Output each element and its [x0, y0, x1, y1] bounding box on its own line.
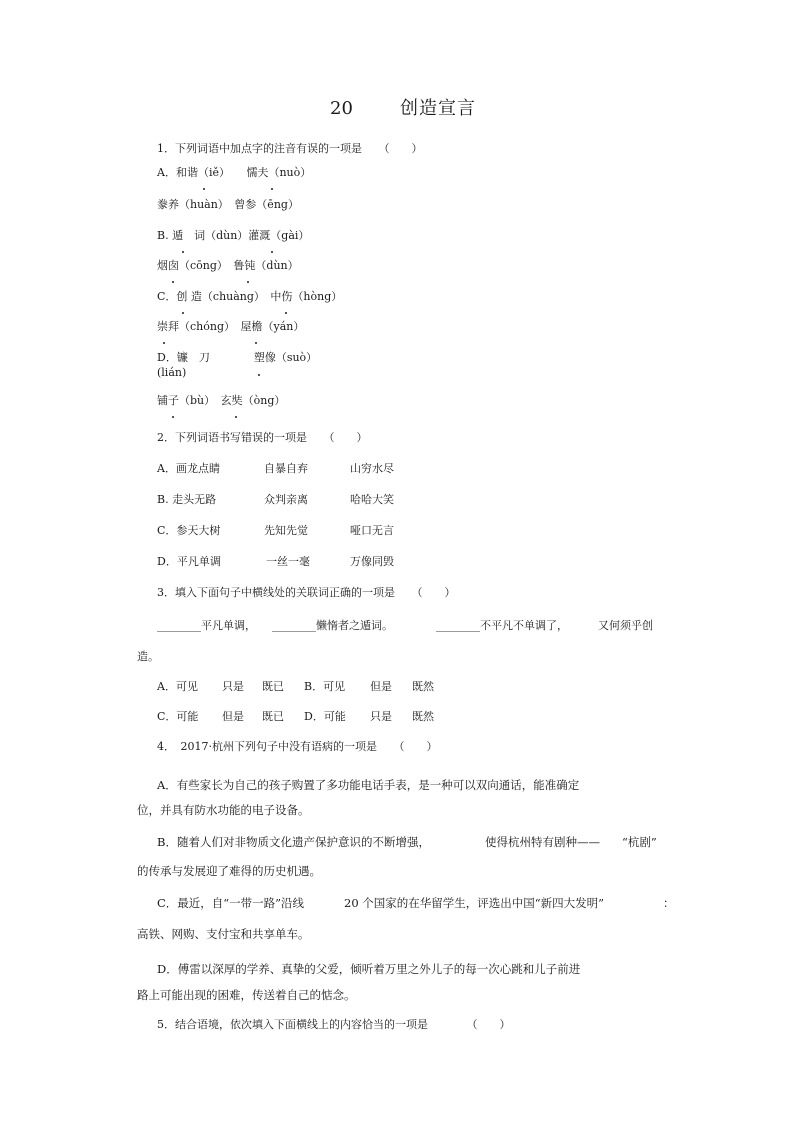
- emphasis-dot: [247, 281, 249, 283]
- q2-option-b-word3: 哈哈大笑: [350, 493, 394, 506]
- q1-option-d-pinyin: (lián): [157, 366, 187, 379]
- emphasis-dot: [163, 342, 165, 344]
- q3-sentence-part4: 又何须乎创: [598, 619, 653, 632]
- lesson-title: 创造宣言: [400, 98, 476, 119]
- q4-option-b-line2: 的传承与发展迎了难得的历史机遇。: [137, 864, 321, 878]
- q2-option-b-word2: 众判亲离: [264, 493, 308, 506]
- q3-sentence-part1: ________平凡单调，: [157, 619, 256, 632]
- emphasis-dot: [271, 251, 273, 253]
- q4-option-c-line1c: ：: [663, 896, 675, 910]
- q3-option-c-word2: 但是: [222, 710, 244, 723]
- emphasis-dot: [258, 374, 260, 376]
- q4-option-b-line1b: 使得杭州特有剧种——: [485, 835, 600, 849]
- q1-option-a-line1: A．和谐（iě） 懦夫（nuò）: [157, 166, 312, 179]
- q3-option-c-word3: 既已: [262, 710, 284, 723]
- emphasis-dot: [182, 312, 184, 314]
- q4-option-a-line2: 位，并具有防水功能的电子设备。: [137, 803, 310, 817]
- q3-sentence-part2: ________懒惰者之遁词。: [272, 619, 393, 632]
- emphasis-dot: [235, 416, 237, 418]
- q3-option-d-word2: 只是: [370, 710, 392, 723]
- question-5-stem: 5．结合语境，依次填入下面横线上的内容恰当的一项是 （ ）: [157, 1018, 511, 1031]
- emphasis-dot: [182, 251, 184, 253]
- q3-sentence-part5: 造。: [137, 650, 159, 663]
- q2-option-d: D．平凡单调: [157, 555, 221, 568]
- q2-option-d-word2: 一丝一毫: [266, 555, 310, 568]
- q1-option-b-line1: B. 遁 词（dùn）灌溉（gài）: [157, 229, 310, 242]
- q4-option-c-line2: 高铁、网购、支付宝和共享单车。: [137, 927, 310, 941]
- q2-option-d-word3: 万像同毁: [350, 555, 394, 568]
- question-4-stem: 4． 2017·杭州下列句子中没有语病的一项是 （ ）: [157, 740, 438, 753]
- q4-option-b-line1a: B．随着人们对非物质文化遗产保护意识的不断增强，: [157, 835, 430, 849]
- lesson-number: 20: [330, 98, 353, 119]
- q1-option-d-line1: D．镰 刀 塑像（suò）: [157, 351, 318, 364]
- question-2-stem: 2．下列词语书写错误的一项是 （ ）: [157, 431, 368, 444]
- emphasis-dot: [271, 188, 273, 190]
- q4-option-b-line1c: “杭剧”: [622, 835, 657, 849]
- question-1-stem: 1．下列词语中加点字的注音有误的一项是 （ ）: [157, 142, 423, 155]
- q3-option-c: C．可能: [157, 710, 199, 723]
- q1-option-d-line2: 铺子（bù） 玄奘（òng）: [157, 394, 286, 407]
- q2-option-c-word3: 哑口无言: [350, 524, 394, 537]
- q2-option-a-word2: 自暴自弃: [264, 462, 308, 475]
- q2-option-a: A．画龙点睛: [157, 462, 220, 475]
- q4-option-d-line1: D．傅雷以深厚的学养、真挚的父爱，倾听着万里之外儿子的每一次心跳和儿子前进: [157, 962, 581, 976]
- emphasis-dot: [285, 312, 287, 314]
- q3-option-d: D．可能: [304, 710, 346, 723]
- q1-option-c-line1: C．创 造（chuàng） 中伤（hòng）: [157, 290, 343, 303]
- q3-option-a-word3: 既已: [262, 680, 284, 693]
- q4-option-a-line1: A．有些家长为自己的孩子购置了多功能电话手表，是一种可以双向通话，能准确定: [157, 778, 580, 792]
- question-3-stem: 3．填入下面句子中横线处的关联词正确的一项是 （ ）: [157, 586, 456, 599]
- q3-sentence-part3: ________不平凡不单调了，: [436, 619, 568, 632]
- q3-option-d-word3: 既然: [412, 710, 434, 723]
- q3-option-b-word2: 但是: [370, 680, 392, 693]
- emphasis-dot: [203, 188, 205, 190]
- q4-option-c-line1b: 20 个国家的在华留学生，评选出中国“新四大发明”: [344, 896, 605, 910]
- q2-option-b: B. 走头无路: [157, 493, 217, 506]
- q3-option-b-word3: 既然: [412, 680, 434, 693]
- q1-option-c-line2: 崇拜（chóng） 屋檐（yán）: [157, 320, 305, 333]
- q3-option-b: B．可见: [304, 680, 346, 693]
- q1-option-b-line2: 烟囱（cōng） 鲁钝（dùn）: [157, 259, 299, 272]
- q4-option-d-line2: 路上可能出现的困难，传送着自己的惦念。: [137, 988, 356, 1002]
- q2-option-c-word2: 先知先觉: [264, 524, 308, 537]
- q2-option-c: C．参天大树: [157, 524, 221, 537]
- emphasis-dot: [172, 281, 174, 283]
- q2-option-a-word3: 山穷水尽: [350, 462, 394, 475]
- q4-option-c-line1a: C．最近，自“一带一路”沿线: [157, 896, 305, 910]
- emphasis-dot: [172, 416, 174, 418]
- q3-option-a-word2: 只是: [222, 680, 244, 693]
- q1-option-a-line2: 豢养（huàn） 曾参（ēng）: [157, 198, 299, 211]
- emphasis-dot: [255, 342, 257, 344]
- q3-option-a: A．可见: [157, 680, 198, 693]
